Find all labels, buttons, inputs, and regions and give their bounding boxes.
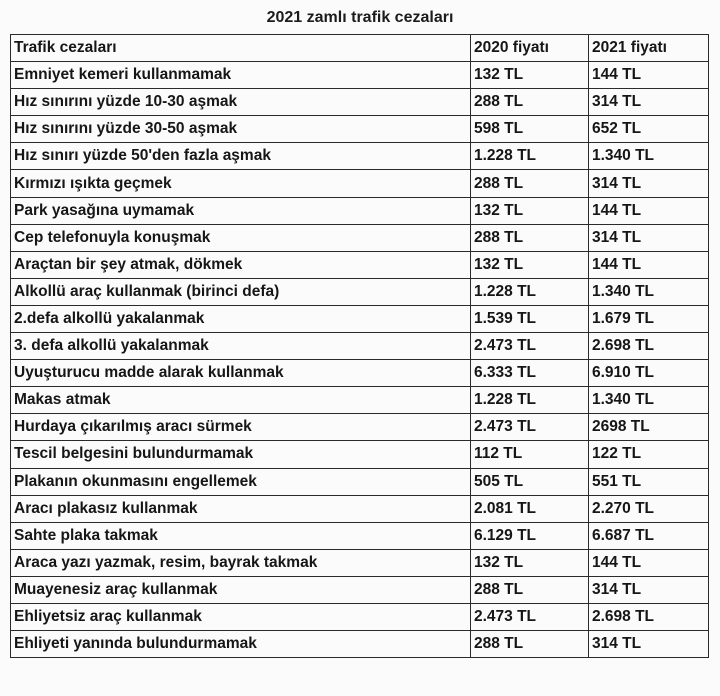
header-price-2021: 2021 fiyatı bbox=[589, 35, 709, 62]
price-2020-cell: 288 TL bbox=[471, 170, 589, 197]
price-2020-cell: 1.228 TL bbox=[471, 387, 589, 414]
document-title: 2021 zamlı trafik cezaları bbox=[266, 9, 454, 26]
price-2020-cell: 1.228 TL bbox=[471, 278, 589, 305]
price-2020-cell: 288 TL bbox=[471, 631, 589, 658]
header-row bbox=[11, 35, 709, 62]
violation-cell: Emniyet kemeri kullanmamak bbox=[11, 62, 471, 89]
table-row bbox=[11, 116, 709, 143]
price-2020-cell: 2.081 TL bbox=[471, 495, 589, 522]
price-2021-cell: 1.679 TL bbox=[589, 305, 709, 332]
table-row bbox=[11, 522, 709, 549]
price-2020-cell: 112 TL bbox=[471, 441, 589, 468]
violation-cell: Hız sınırını yüzde 30-50 aşmak bbox=[11, 116, 471, 143]
table-row bbox=[11, 603, 709, 630]
price-2021-cell: 144 TL bbox=[589, 197, 709, 224]
price-2021-cell: 1.340 TL bbox=[589, 387, 709, 414]
price-2021-cell: 6.910 TL bbox=[589, 360, 709, 387]
violation-cell: Aracı plakasız kullanmak bbox=[11, 495, 471, 522]
price-2020-cell: 288 TL bbox=[471, 224, 589, 251]
price-2020-cell: 2.473 TL bbox=[471, 333, 589, 360]
violation-cell: 2.defa alkollü yakalanmak bbox=[11, 305, 471, 332]
table-row bbox=[11, 305, 709, 332]
violation-cell: Sahte plaka takmak bbox=[11, 522, 471, 549]
price-2020-cell: 2.473 TL bbox=[471, 414, 589, 441]
violation-cell: Uyuşturucu madde alarak kullanmak bbox=[11, 360, 471, 387]
traffic-fines-table bbox=[10, 34, 709, 658]
violation-cell: Hurdaya çıkarılmış aracı sürmek bbox=[11, 414, 471, 441]
price-2020-cell: 2.473 TL bbox=[471, 603, 589, 630]
violation-cell: Hız sınırını yüzde 10-30 aşmak bbox=[11, 89, 471, 116]
violation-cell: Ehliyetsiz araç kullanmak bbox=[11, 603, 471, 630]
table-row bbox=[11, 333, 709, 360]
price-2021-cell: 144 TL bbox=[589, 549, 709, 576]
table-row bbox=[11, 251, 709, 278]
price-2021-cell: 6.687 TL bbox=[589, 522, 709, 549]
header-price-2020: 2020 fiyatı bbox=[471, 35, 589, 62]
price-2021-cell: 1.340 TL bbox=[589, 278, 709, 305]
price-2021-cell: 2.270 TL bbox=[589, 495, 709, 522]
violation-cell: Makas atmak bbox=[11, 387, 471, 414]
price-2021-cell: 652 TL bbox=[589, 116, 709, 143]
table-row bbox=[11, 441, 709, 468]
table-row bbox=[11, 387, 709, 414]
price-2020-cell: 1.539 TL bbox=[471, 305, 589, 332]
table-row bbox=[11, 224, 709, 251]
table-row bbox=[11, 89, 709, 116]
price-2021-cell: 314 TL bbox=[589, 170, 709, 197]
violation-cell: Park yasağına uymamak bbox=[11, 197, 471, 224]
price-2021-cell: 122 TL bbox=[589, 441, 709, 468]
violation-cell: Kırmızı ışıkta geçmek bbox=[11, 170, 471, 197]
table-row bbox=[11, 143, 709, 170]
price-2021-cell: 2.698 TL bbox=[589, 333, 709, 360]
table-row bbox=[11, 170, 709, 197]
violation-cell: Hız sınırı yüzde 50'den fazla aşmak bbox=[11, 143, 471, 170]
price-2021-cell: 144 TL bbox=[589, 62, 709, 89]
table-row bbox=[11, 468, 709, 495]
violation-cell: 3. defa alkollü yakalanmak bbox=[11, 333, 471, 360]
price-2020-cell: 1.228 TL bbox=[471, 143, 589, 170]
table-row bbox=[11, 360, 709, 387]
price-2021-cell: 2.698 TL bbox=[589, 603, 709, 630]
price-2020-cell: 132 TL bbox=[471, 197, 589, 224]
violation-cell: Alkollü araç kullanmak (birinci defa) bbox=[11, 278, 471, 305]
violation-cell: Tescil belgesini bulundurmamak bbox=[11, 441, 471, 468]
price-2020-cell: 6.129 TL bbox=[471, 522, 589, 549]
violation-cell: Araçtan bir şey atmak, dökmek bbox=[11, 251, 471, 278]
violation-cell: Plakanın okunmasını engellemek bbox=[11, 468, 471, 495]
table-row bbox=[11, 197, 709, 224]
violation-cell: Ehliyeti yanında bulundurmamak bbox=[11, 631, 471, 658]
price-2020-cell: 288 TL bbox=[471, 576, 589, 603]
price-2021-cell: 144 TL bbox=[589, 251, 709, 278]
price-2020-cell: 132 TL bbox=[471, 549, 589, 576]
table-row bbox=[11, 631, 709, 658]
price-2020-cell: 598 TL bbox=[471, 116, 589, 143]
violation-cell: Muayenesiz araç kullanmak bbox=[11, 576, 471, 603]
price-2020-cell: 132 TL bbox=[471, 251, 589, 278]
table-row bbox=[11, 495, 709, 522]
price-2021-cell: 314 TL bbox=[589, 224, 709, 251]
price-2021-cell: 1.340 TL bbox=[589, 143, 709, 170]
price-2020-cell: 505 TL bbox=[471, 468, 589, 495]
table-body bbox=[11, 62, 709, 658]
price-2020-cell: 6.333 TL bbox=[471, 360, 589, 387]
price-2021-cell: 314 TL bbox=[589, 631, 709, 658]
price-2021-cell: 2698 TL bbox=[589, 414, 709, 441]
header-violation: Trafik cezaları bbox=[11, 35, 471, 62]
price-2021-cell: 314 TL bbox=[589, 89, 709, 116]
price-2020-cell: 132 TL bbox=[471, 62, 589, 89]
price-2020-cell: 288 TL bbox=[471, 89, 589, 116]
price-2021-cell: 314 TL bbox=[589, 576, 709, 603]
table-row bbox=[11, 62, 709, 89]
table-header bbox=[11, 35, 709, 62]
violation-cell: Araca yazı yazmak, resim, bayrak takmak bbox=[11, 549, 471, 576]
price-2021-cell: 551 TL bbox=[589, 468, 709, 495]
table-row bbox=[11, 549, 709, 576]
table-row bbox=[11, 414, 709, 441]
violation-cell: Cep telefonuyla konuşmak bbox=[11, 224, 471, 251]
table-row bbox=[11, 576, 709, 603]
table-row bbox=[11, 278, 709, 305]
